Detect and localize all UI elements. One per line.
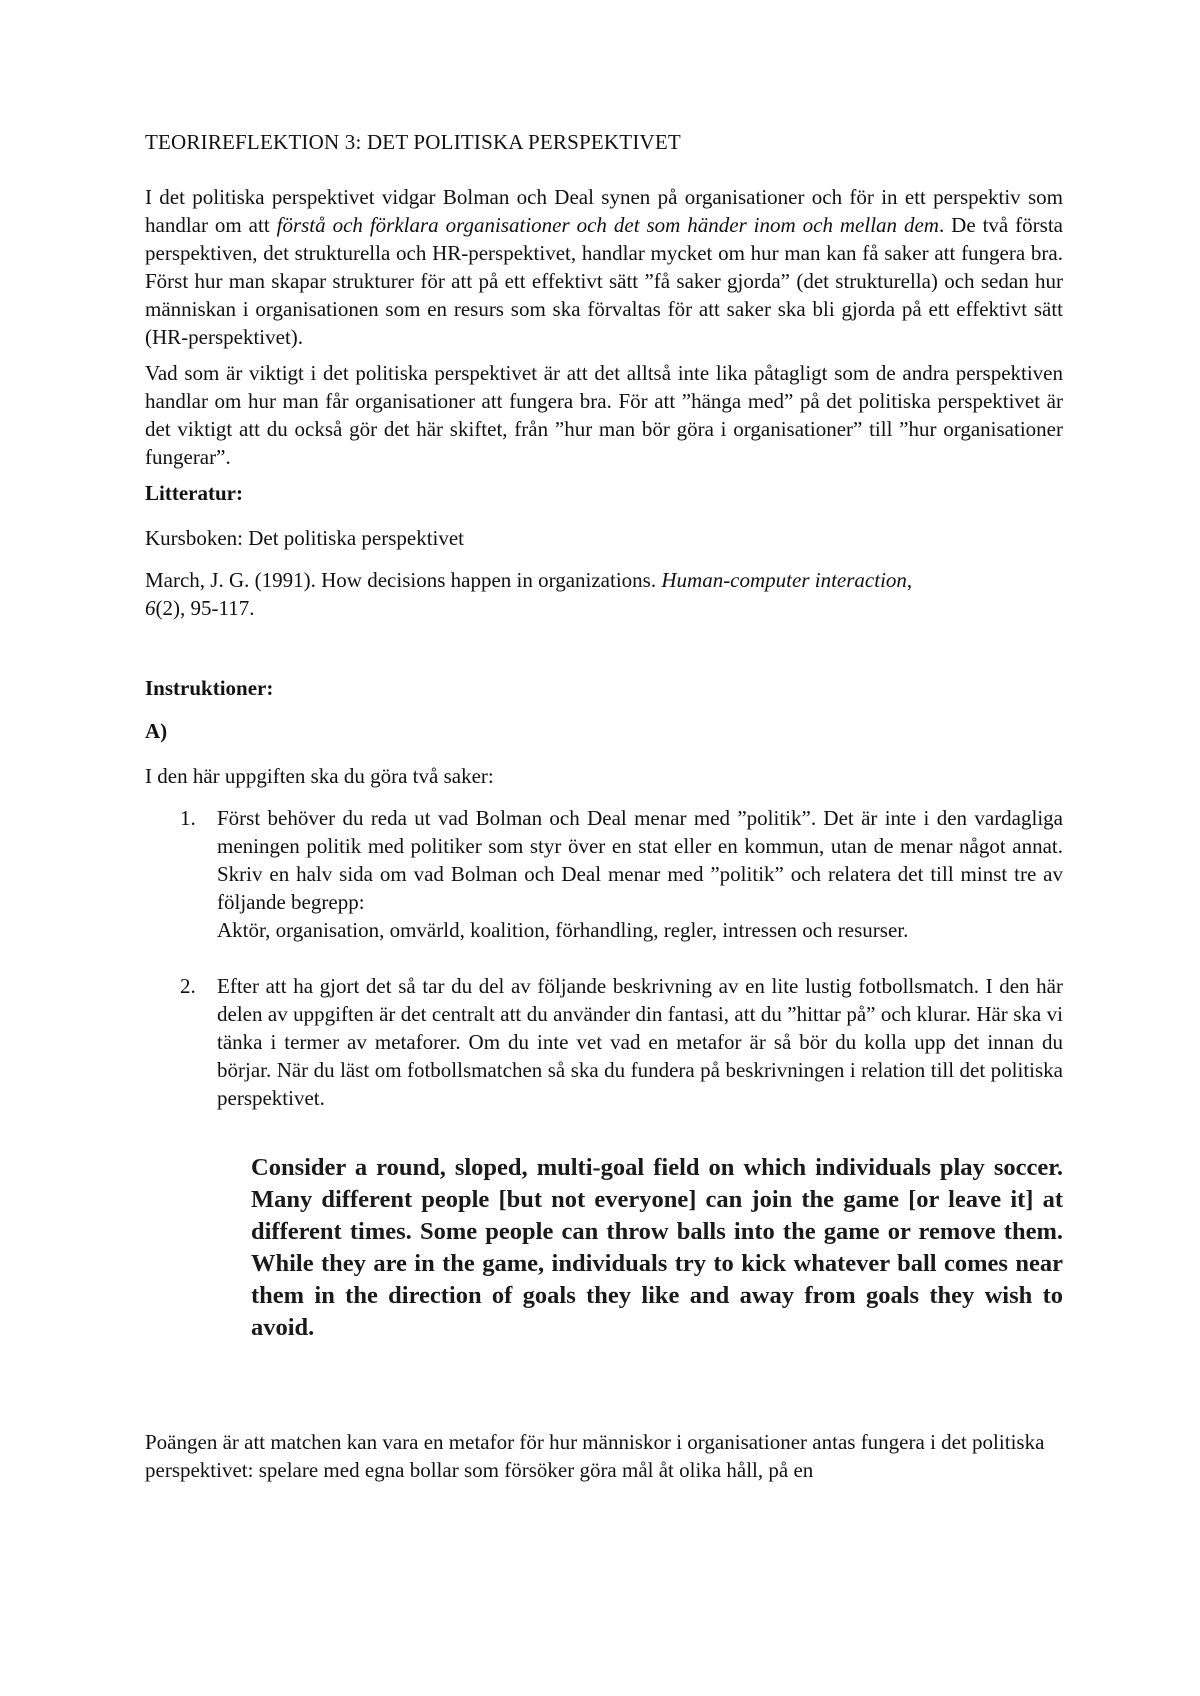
list-item-number: 1. (180, 806, 196, 830)
list-item-number: 2. (180, 974, 196, 998)
instructions-heading: Instruktioner: (145, 676, 274, 700)
intro-text-start: I det politiska perspektivet vidgar Bolman och Deal synen på organisationer och för in ett perspektiv som handlar om att (145, 185, 1063, 237)
literature-item-coursebook: Kursboken: Det politiska perspektivet (145, 526, 465, 550)
reference-journal: Human-computer interaction (661, 568, 907, 592)
list-item-text: Först behöver du reda ut vad Bolman och Deal menar med ”politik”. Det är inte i den vardagliga meningen politik med politiker som styr över en stat eller en kommun, utan de menar något annat. Skriv en halv sida om vad Bolman och Deal menar med ”politik” och relatera det till minst tre av följande begrepp: (217, 806, 1063, 914)
document-page (145, 130, 1063, 1484)
literature-reference (145, 566, 945, 622)
document-title: TEORIREFLEKTION 3: DET POLITISKA PERSPEKTIVET (145, 130, 681, 154)
list-item-text: Efter att ha gjort det så tar du del av följande beskrivning av en lite lustig fotbollsmatch. I den här delen av uppgiften är det centralt att du använder din fantasi, att du ”hittar på” och klurar. Här ska vi tänka i termer av metaforer. Om du inte vet vad en metafor är så bör du kolla upp det innan du börjar. När du läst om fotbollsmatchen så ska du fundera på beskrivningen i relation till det politiska perspektivet. (217, 974, 1063, 1110)
reference-pages: (2), 95-117. (155, 596, 255, 620)
reference-separator: , (906, 568, 913, 592)
instructions-lead: I den här uppgiften ska du göra två saker: (145, 764, 494, 788)
literature-heading: Litteratur: (145, 481, 243, 505)
list-item (145, 804, 1063, 944)
intro-text-end: . De två första perspektiven, det strukturella och HR-perspektivet, handlar mycket om hur man kan få saker att fungera bra. Först hur man skapar strukturer för att på ett effektivt sätt ”få saker gjorda” (det strukturella) och sedan hur människan i organisationen som en resurs som ska förvaltas för att saker ska bli gjorda på ett effektivt sätt (HR-perspektivet). (145, 213, 1063, 349)
soccer-quote: Consider a round, sloped, multi-goal field on which individuals play soccer. Many different people [but not everyone] can join the game [or leave it] at different times. Some people can throw balls into the game or remove them. While they are in the game, individuals try to kick whatever ball comes near them in the direction of goals they like and away from goals they wish to avoid. (251, 1154, 1063, 1341)
second-paragraph: Vad som är viktigt i det politiska perspektivet är att det alltså inte lika påtagligt som de andra perspektiven handlar om hur man får organisationer att fungera bra. För att ”hänga med” på det politiska perspektivet är det viktigt att du också gör det här skiftet, från ”hur man bör göra i organisationer” till ”hur organisationer fungerar”. (145, 361, 1063, 469)
reference-volume: 6 (145, 596, 156, 620)
instructions-list (145, 804, 1063, 1112)
intro-paragraph (145, 183, 1063, 351)
list-item-terms: Aktör, organisation, omvärld, koalition, förhandling, regler, intressen och resurser. (217, 918, 909, 942)
intro-italic-phrase: förstå och förklara organisationer och det som händer inom och mellan dem (276, 213, 939, 237)
reference-text: March, J. G. (1991). How decisions happen in organizations. (145, 568, 662, 592)
closing-paragraph: Poängen är att matchen kan vara en metafor för hur människor i organisationer antas fungera i det politiska perspektivet: spelare med egna bollar som försöker göra mål åt olika håll, på en (145, 1430, 1045, 1482)
list-item (145, 972, 1063, 1112)
instructions-section-a: A) (145, 719, 168, 743)
